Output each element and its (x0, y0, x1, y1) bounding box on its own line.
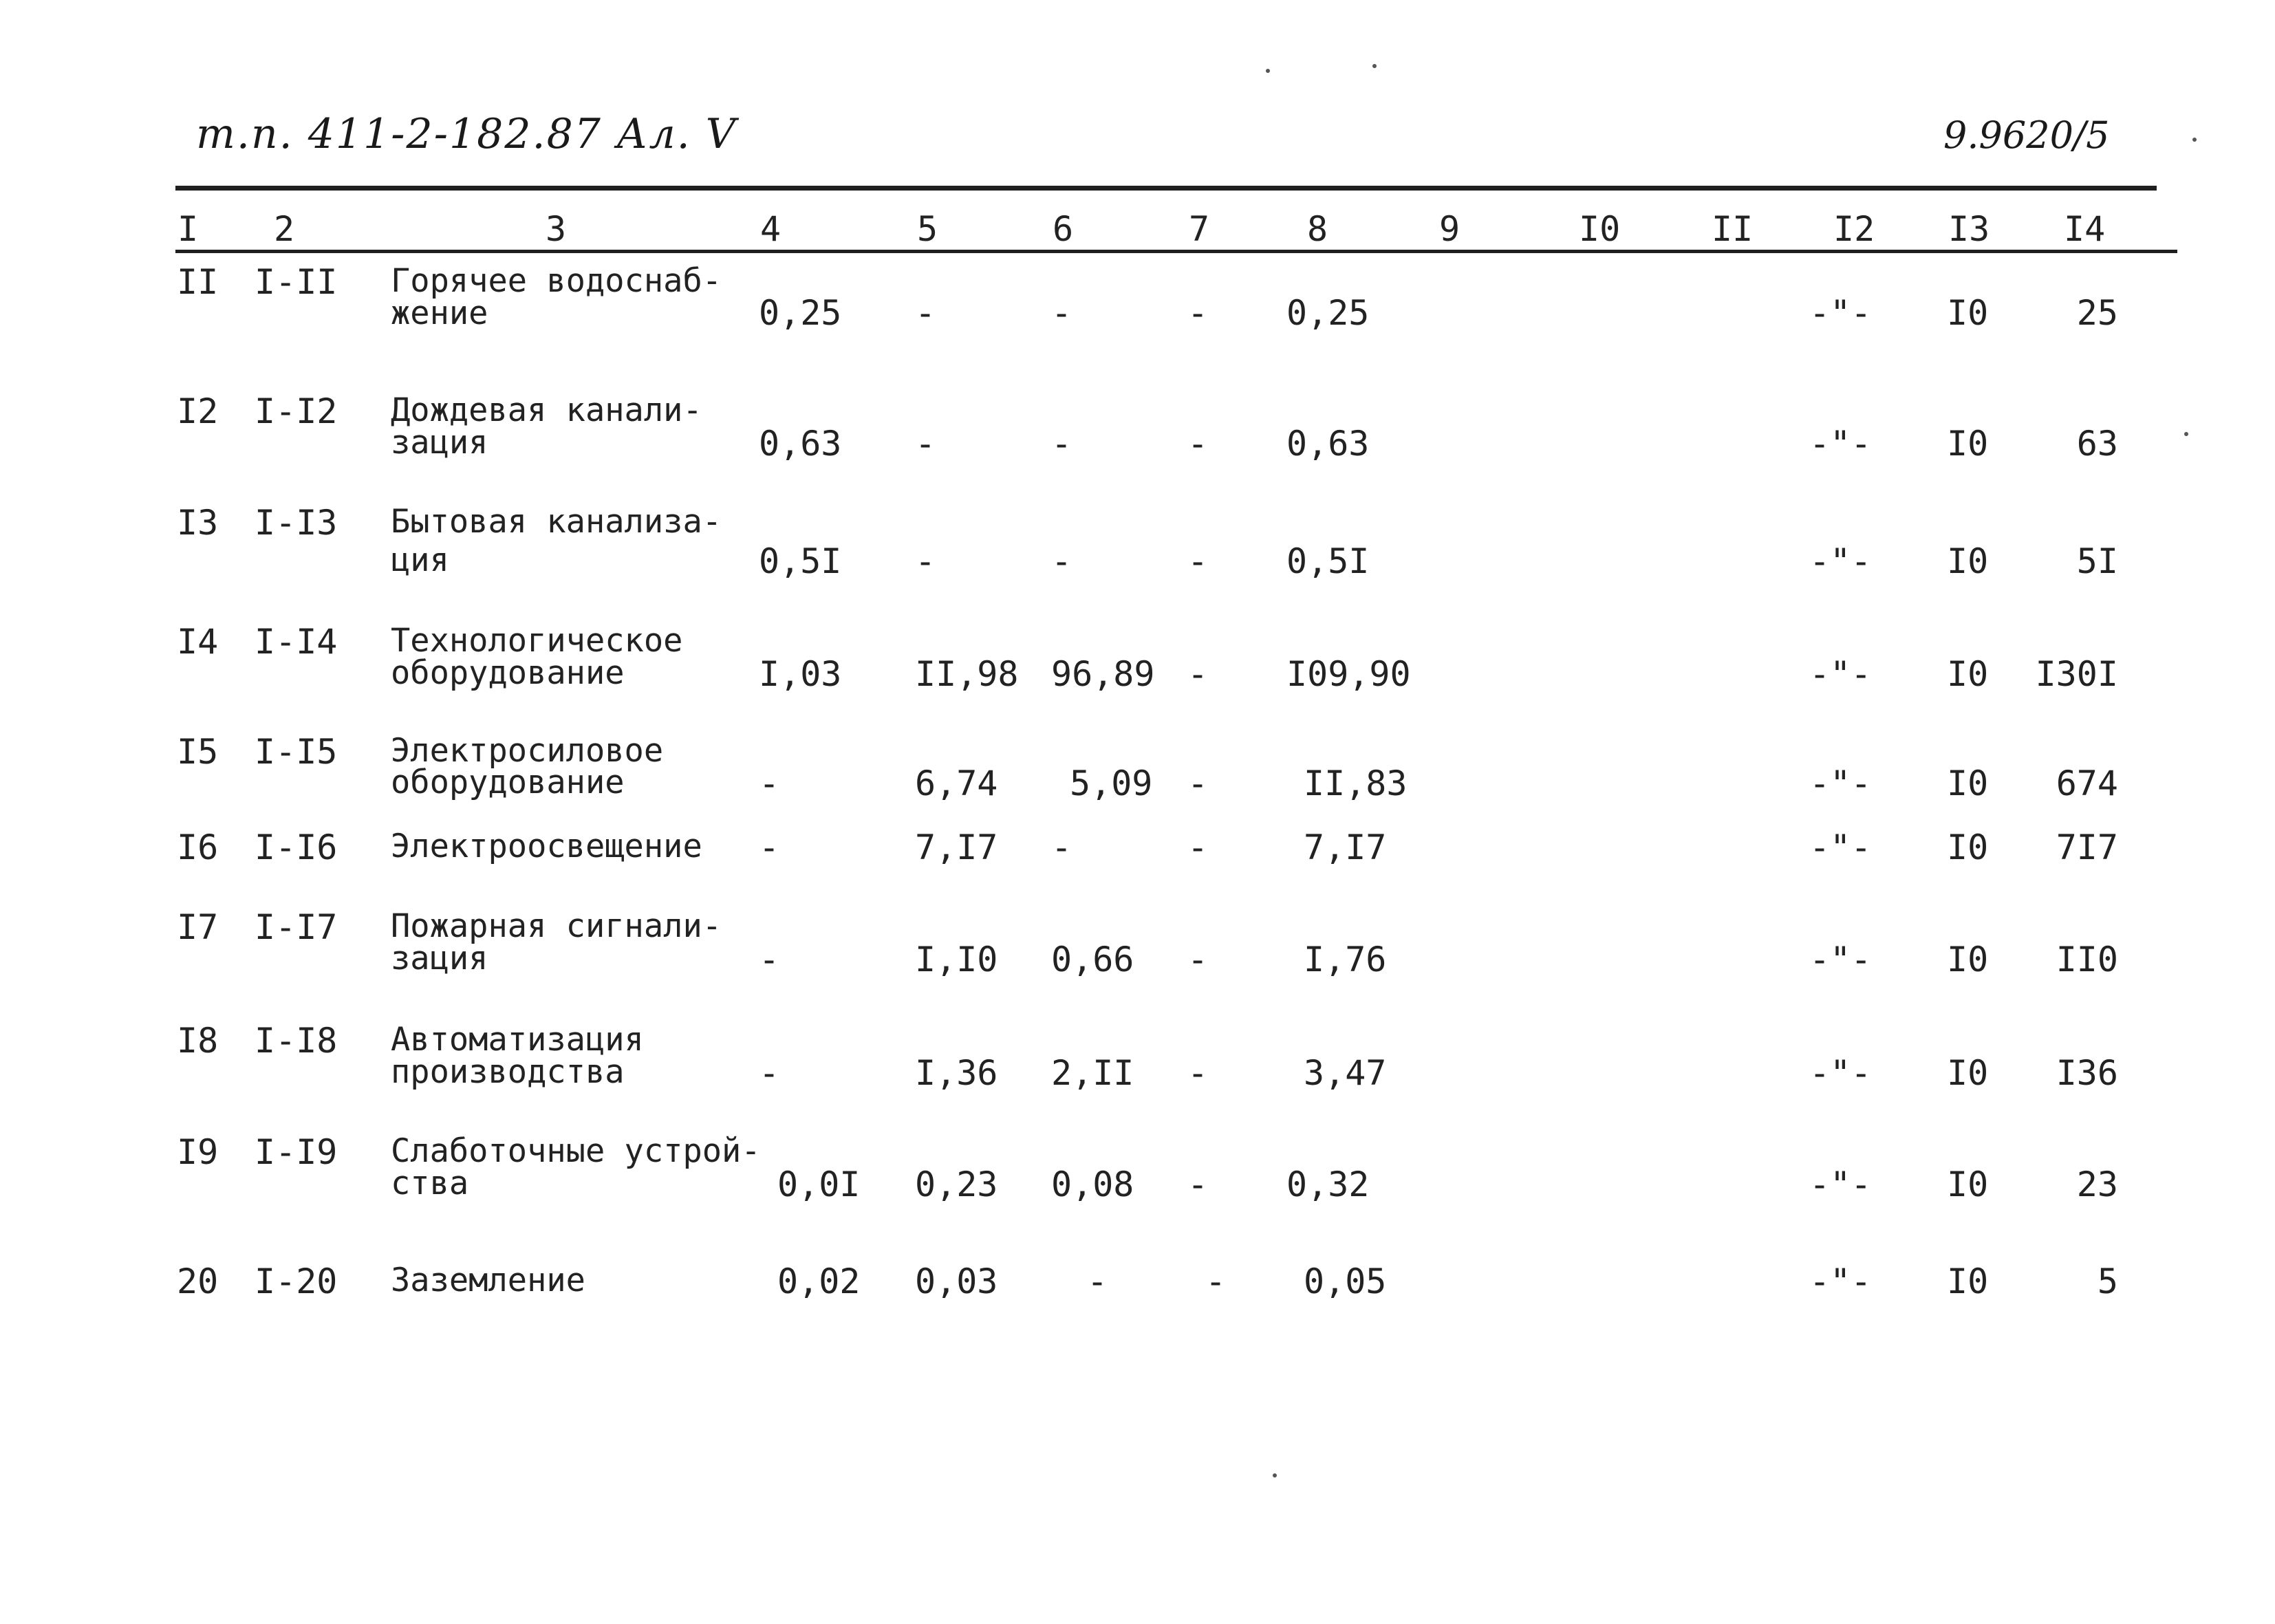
value-col4: - (759, 827, 780, 867)
scan-speck (1273, 1473, 1277, 1477)
value-col12: -"- (1809, 541, 1872, 581)
value-col14: 5 (2097, 1262, 2118, 1301)
value-col4: - (759, 764, 780, 803)
item-code: I-I3 (255, 503, 338, 543)
value-col7: - (1187, 940, 1209, 979)
item-name-line1: Горячее водоснаб- (391, 262, 722, 300)
value-col12: -"- (1809, 827, 1872, 867)
value-col13: I0 (1947, 1262, 1989, 1301)
column-header: I2 (1833, 209, 1875, 249)
column-header: II (1712, 209, 1754, 249)
value-col7: - (1187, 541, 1209, 581)
value-col12: -"- (1809, 1053, 1872, 1093)
item-name-line2: ция (391, 541, 449, 579)
value-col8: 3,47 (1304, 1053, 1387, 1093)
column-header: 4 (760, 209, 781, 249)
row-number: I3 (177, 503, 219, 543)
table-header-rule (175, 250, 2177, 253)
item-name-line1: Электросиловое (391, 732, 664, 770)
item-name-line1: Пожарная сигнали- (391, 907, 722, 945)
value-col8: 7,I7 (1304, 827, 1387, 867)
table-top-rule (175, 186, 2157, 191)
item-code: I-I2 (255, 391, 338, 431)
value-col6: - (1051, 541, 1072, 581)
value-col6: - (1087, 1262, 1108, 1301)
value-col14: I36 (2056, 1053, 2118, 1093)
value-col12: -"- (1809, 764, 1872, 803)
item-code: I-II (255, 262, 338, 302)
value-col13: I0 (1947, 940, 1989, 979)
value-col6: 2,II (1051, 1053, 1134, 1093)
scan-speck (1266, 69, 1270, 73)
column-header: I4 (2064, 209, 2106, 249)
column-header: 3 (546, 209, 567, 249)
value-col4: I,03 (759, 654, 842, 694)
item-code: I-I5 (255, 732, 338, 772)
item-code: I-I6 (255, 827, 338, 867)
row-number: I2 (177, 391, 219, 431)
value-col13: I0 (1947, 293, 1989, 333)
item-code: I-20 (255, 1262, 338, 1301)
value-col13: I0 (1947, 424, 1989, 464)
value-col14: 25 (2076, 293, 2118, 333)
row-number: I6 (177, 827, 219, 867)
item-name-line2: оборудование (391, 764, 625, 801)
value-col6: 5,09 (1070, 764, 1153, 803)
row-number: I9 (177, 1132, 219, 1172)
value-col5: - (915, 293, 936, 333)
value-col12: -"- (1809, 424, 1872, 464)
value-col14: II0 (2056, 940, 2118, 979)
value-col5: 0,03 (915, 1262, 998, 1301)
column-header: 8 (1307, 209, 1328, 249)
value-col6: 0,08 (1051, 1165, 1134, 1204)
item-name-line1: Бытовая канализа- (391, 503, 722, 541)
row-number: I5 (177, 732, 219, 772)
value-col6: - (1051, 293, 1072, 333)
value-col12: -"- (1809, 1262, 1872, 1301)
item-name-line1: Электроосвещение (391, 827, 702, 865)
column-header: 9 (1439, 209, 1460, 249)
value-col7: - (1187, 654, 1209, 694)
value-col8: 0,25 (1286, 293, 1370, 333)
item-name-line1: Слаботочные устрой- (391, 1132, 761, 1170)
item-name-line1: Автоматизация (391, 1021, 644, 1059)
value-col8: 0,5I (1286, 541, 1370, 581)
value-col14: 5I (2076, 541, 2118, 581)
value-col7: - (1187, 764, 1209, 803)
item-code: I-I8 (255, 1021, 338, 1061)
value-col7: - (1187, 827, 1209, 867)
item-name-line2: производства (391, 1053, 625, 1091)
value-col5: - (915, 541, 936, 581)
item-name-line1: Технологическое (391, 622, 683, 660)
value-col5: II,98 (915, 654, 1019, 694)
value-col4: 0,25 (759, 293, 842, 333)
column-header: I3 (1948, 209, 1990, 249)
value-col5: 6,74 (915, 764, 998, 803)
value-col7: - (1205, 1262, 1227, 1301)
value-col5: - (915, 424, 936, 464)
value-col6: - (1051, 827, 1072, 867)
value-col5: I,I0 (915, 940, 998, 979)
value-col7: - (1187, 1165, 1209, 1204)
item-code: I-I4 (255, 622, 338, 662)
item-name-line2: оборудование (391, 654, 625, 692)
value-col6: - (1051, 424, 1072, 464)
value-col4: - (759, 1053, 780, 1093)
value-col6: 96,89 (1051, 654, 1155, 694)
value-col14: I30I (2035, 654, 2118, 694)
value-col13: I0 (1947, 1053, 1989, 1093)
value-col13: I0 (1947, 1165, 1989, 1204)
value-col13: I0 (1947, 827, 1989, 867)
column-header: I0 (1579, 209, 1621, 249)
value-col4: 0,63 (759, 424, 842, 464)
column-header: 2 (274, 209, 295, 249)
value-col12: -"- (1809, 293, 1872, 333)
value-col8: 0,63 (1286, 424, 1370, 464)
document-reference-left: т.п. 411-2-182.87 Ал. V (196, 110, 737, 158)
scan-speck (1372, 64, 1377, 68)
row-number: II (177, 262, 219, 302)
value-col12: -"- (1809, 1165, 1872, 1204)
document-reference-right: 9.9620/5 (1943, 113, 2110, 157)
value-col12: -"- (1809, 940, 1872, 979)
item-code: I-I9 (255, 1132, 338, 1172)
value-col5: 0,23 (915, 1165, 998, 1204)
scan-speck (2192, 138, 2197, 142)
value-col4: 0,02 (777, 1262, 861, 1301)
row-number: I8 (177, 1021, 219, 1061)
value-col5: 7,I7 (915, 827, 998, 867)
value-col8: 0,05 (1304, 1262, 1387, 1301)
value-col7: - (1187, 293, 1209, 333)
value-col13: I0 (1947, 541, 1989, 581)
value-col14: 63 (2076, 424, 2118, 464)
column-header: 6 (1053, 209, 1074, 249)
value-col14: 23 (2076, 1165, 2118, 1204)
value-col4: 0,5I (759, 541, 842, 581)
column-header: 7 (1189, 209, 1210, 249)
item-name-line1: Дождевая канали- (391, 391, 702, 429)
item-name-line2: зация (391, 424, 488, 462)
value-col7: - (1187, 424, 1209, 464)
value-col4: 0,0I (777, 1165, 861, 1204)
item-name-line2: жение (391, 294, 488, 332)
value-col14: 674 (2056, 764, 2118, 803)
item-name-line1: Заземление (391, 1262, 585, 1299)
value-col6: 0,66 (1051, 940, 1134, 979)
column-header: I (177, 209, 199, 249)
item-name-line2: ства (391, 1165, 469, 1202)
item-name-line2: зация (391, 940, 488, 977)
item-code: I-I7 (255, 907, 338, 947)
value-col14: 7I7 (2056, 827, 2118, 867)
value-col4: - (759, 940, 780, 979)
value-col7: - (1187, 1053, 1209, 1093)
row-number: I7 (177, 907, 219, 947)
value-col8: I09,90 (1286, 654, 1411, 694)
value-col8: 0,32 (1286, 1165, 1370, 1204)
value-col12: -"- (1809, 654, 1872, 694)
value-col8: I,76 (1304, 940, 1387, 979)
row-number: 20 (177, 1262, 219, 1301)
value-col5: I,36 (915, 1053, 998, 1093)
column-header: 5 (917, 209, 938, 249)
scan-speck (2184, 432, 2188, 436)
value-col8: II,83 (1304, 764, 1408, 803)
row-number: I4 (177, 622, 219, 662)
value-col13: I0 (1947, 654, 1989, 694)
value-col13: I0 (1947, 764, 1989, 803)
